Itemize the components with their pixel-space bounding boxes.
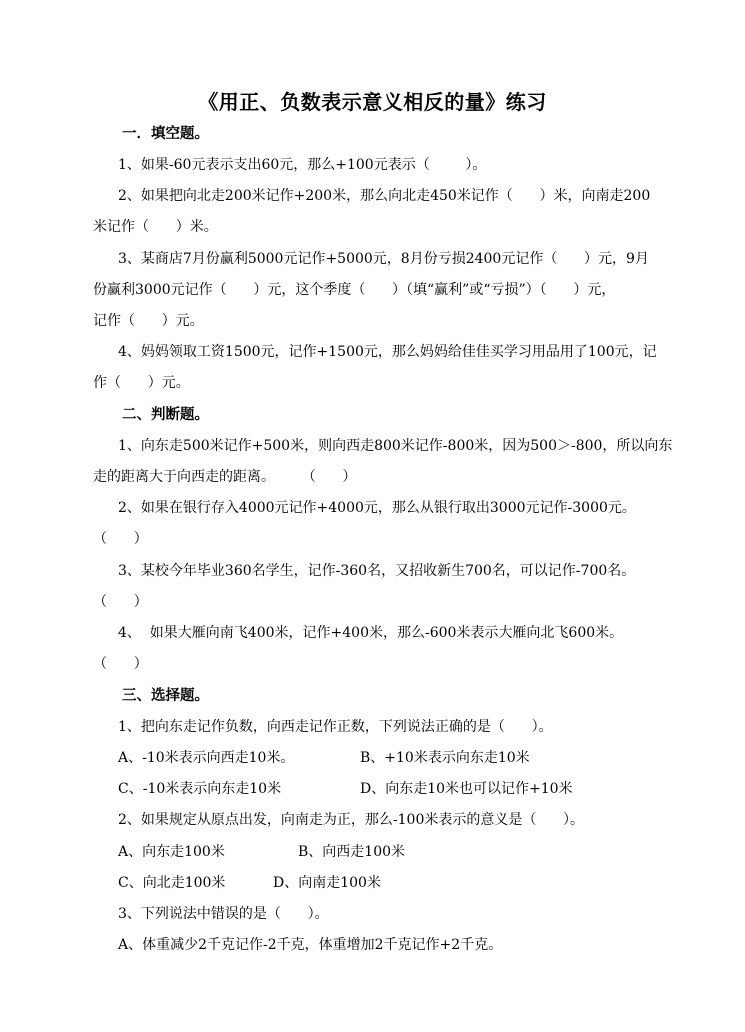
question-text: 2、如果规定从原点出发，向南走为正，那么-100米表示的意义是（ ）。 [118, 812, 585, 828]
question-text: 4、妈妈领取工资1500元，记作+1500元，那么妈妈给佳佳买学习用品用了100元，记 [118, 344, 657, 360]
section-heading-fill-in: 一．填空题。 [122, 125, 209, 142]
question-text: 份赢利3000元记作（ ）元，这个季度（ ）（填“赢利”或“亏损”）（ ）元， [93, 282, 616, 298]
section-heading-multiple-choice: 三、选择题。 [122, 687, 209, 704]
choice-a: A、-10米表示向西走10米。 [118, 750, 295, 766]
choice-d: D、向东走10米也可以记作+10米 [360, 781, 573, 797]
question-text: 作（ ）元。 [93, 375, 190, 391]
answer-bracket: （ ） [93, 531, 148, 547]
choice-d: D、向南走100米 [273, 875, 381, 891]
question-text: 2、如果在银行存入4000元记作+4000元，那么从银行取出3000元记作-3000元。 [118, 500, 636, 516]
choice-b: B、+10米表示向东走10米 [360, 750, 530, 766]
question-text: 米记作（ ）米。 [93, 219, 218, 235]
question-text: 2、如果把向北走200米记作+200米，那么向北走450米记作（ ）米，向南走200 [118, 188, 651, 204]
page-title: 《用正、负数表示意义相反的量》练习 [198, 90, 547, 114]
choice-a: A、体重减少2千克记作-2千克，体重增加2千克记作+2千克。 [118, 937, 503, 953]
question-text: 1、如果-60元表示支出60元，那么+100元表示（ ）。 [118, 157, 487, 173]
question-text: 3、某商店7月份赢利5000元记作+5000元，8月份亏损2400元记作（ ）元，9月 [118, 251, 649, 267]
section-heading-true-false: 二、判断题。 [122, 406, 209, 423]
answer-bracket: （ ） [93, 656, 148, 672]
question-text: 1、向东走500米记作+500米，则向西走800米记作-800米，因为500＞-800，所以向东 [118, 438, 673, 454]
choice-c: C、-10米表示向东走10米 [118, 781, 282, 797]
question-text: 记作（ ）元。 [93, 313, 204, 329]
answer-bracket: （ ） [93, 594, 148, 610]
choice-b: B、向西走100米 [298, 844, 406, 860]
question-text: 3、下列说法中错误的是（ ）。 [118, 906, 329, 922]
question-text: 走的距离大于向西走的距离。 （ ） [93, 469, 357, 485]
question-text: 1、把向东走记作负数，向西走记作正数，下列说法正确的是（ ）。 [118, 719, 553, 735]
choice-c: C、向北走100米 [118, 875, 226, 891]
question-text: 4、 如果大雁向南飞400米，记作+400米，那么-600米表示大雁向北飞600米。 [118, 625, 624, 641]
choice-a: A、向东走100米 [118, 844, 225, 860]
question-text: 3、某校今年毕业360名学生，记作-360名，又招收新生700名，可以记作-700名。 [118, 563, 636, 579]
